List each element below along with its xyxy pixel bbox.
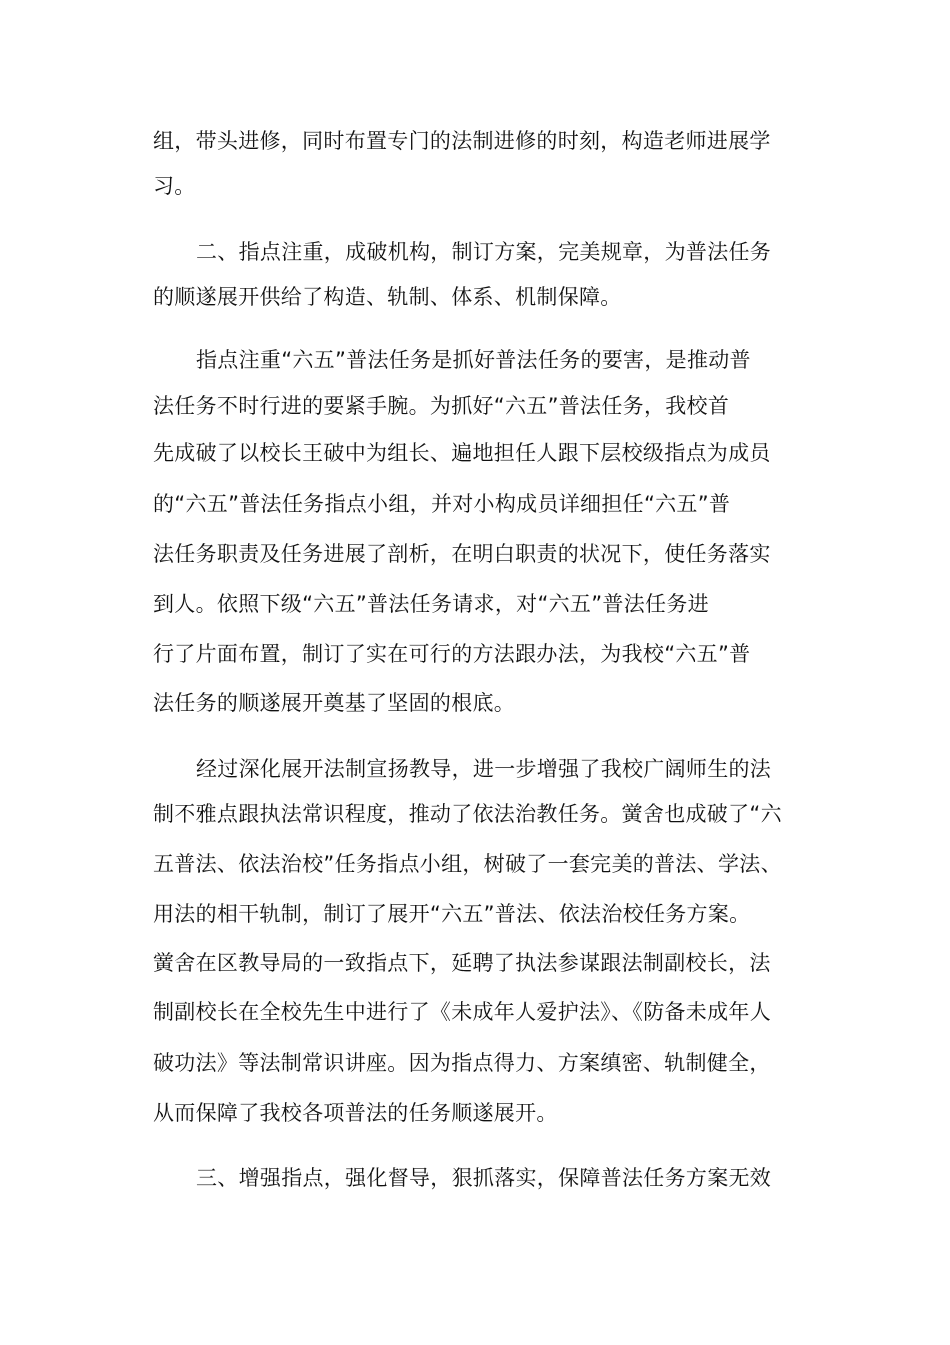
paragraph-4-line-4: 用法的相干轨制，制订了展开“六五”普法、依法治校任务方案。 — [153, 902, 751, 926]
paragraph-4-line-3: 五普法、依法治校”任务指点小组，树破了一套完美的普法、学法、 — [153, 852, 782, 876]
paragraph-3-line-7: 行了片面布置，制订了实在可行的方法跟办法，为我校“六五”普 — [153, 642, 751, 666]
paragraph-3-line-6: 到人。依照下级“六五”普法任务请求，对“六五”普法任务进 — [153, 592, 709, 616]
paragraph-2-line-1: 二、指点注重，成破机构，制订方案，完美规章，为普法任务 — [196, 240, 772, 264]
paragraph-3-line-4: 的“六五”普法任务指点小组，并对小构成员详细担任“六五”普 — [153, 492, 731, 516]
paragraph-3-line-8: 法任务的顺遂展开奠基了坚固的根底。 — [153, 691, 516, 715]
paragraph-1-line-2: 习。 — [153, 174, 196, 198]
paragraph-4-line-1: 经过深化展开法制宣扬教导，进一步增强了我校广阔师生的法 — [196, 757, 772, 781]
paragraph-3-line-2: 法任务不时行进的要紧手腕。为抓好“六五”普法任务，我校首 — [153, 394, 730, 418]
paragraph-4-line-6: 制副校长在全校先生中进行了《未成年人爱护法》、《防备未成年人 — [153, 1000, 771, 1024]
paragraph-4-line-7: 破功法》等法制常识讲座。因为指点得力、方案缜密、轨制健全， — [153, 1051, 771, 1075]
paragraph-4-line-8: 从而保障了我校各项普法的任务顺遂展开。 — [153, 1101, 558, 1125]
paragraph-4-line-2: 制不雅点跟执法常识程度，推动了依法治教任务。黉舍也成破了“六 — [153, 802, 782, 826]
paragraph-3-line-3: 先成破了以校长王破中为组长、遍地担任人跟下层校级指点为成员 — [153, 441, 771, 465]
paragraph-4-line-5: 黉舍在区教导局的一致指点下，延聘了执法参谋跟法制副校长，法 — [153, 951, 771, 975]
paragraph-2-line-2: 的顺遂展开供给了构造、轨制、体系、机制保障。 — [153, 285, 622, 309]
paragraph-1-line-1: 组，带头进修，同时布置专门的法制进修的时刻，构造老师进展学 — [153, 129, 771, 153]
paragraph-5-line-1: 三、增强指点，强化督导，狠抓落实，保障普法任务方案无效 — [196, 1166, 772, 1190]
paragraph-3-line-1: 指点注重“六五”普法任务是抓好普法任务的要害，是推动普 — [196, 348, 751, 372]
paragraph-3-line-5: 法任务职责及任务进展了剖析，在明白职责的状况下，使任务落实 — [153, 542, 771, 566]
